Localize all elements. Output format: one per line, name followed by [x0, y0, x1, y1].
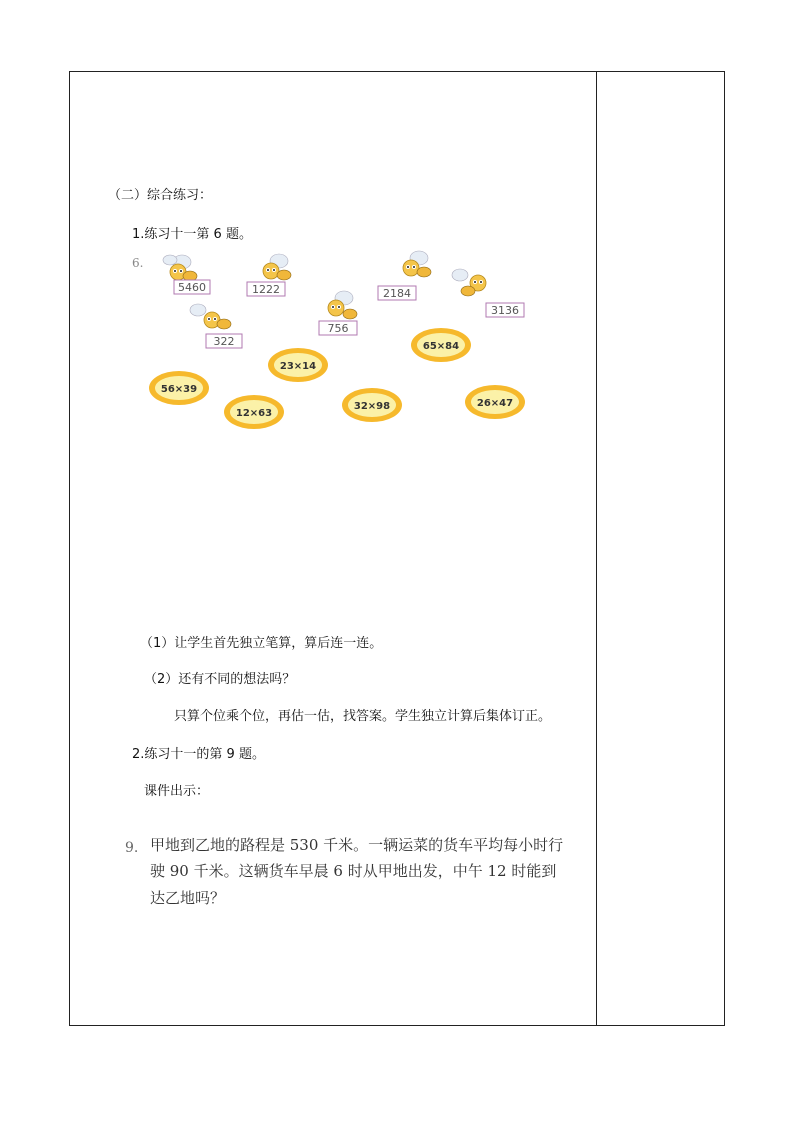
item1-title: 1.练习十一第 6 题。 — [132, 227, 252, 242]
answer-box-3136 — [486, 303, 524, 317]
table-column-divider — [596, 71, 597, 1026]
answer-3136: 3136 — [491, 304, 519, 317]
bee-flower-illustration — [130, 245, 530, 445]
flower-23x14 — [268, 348, 328, 382]
bee-4 — [452, 269, 486, 296]
expr-12x63: 12×63 — [235, 408, 273, 419]
exercise-number: 6. — [132, 256, 144, 270]
section-heading: （二）综合练习： — [108, 188, 213, 203]
bee-2 — [263, 254, 291, 280]
expr-32x98: 32×98 — [353, 401, 391, 412]
expr-56x39: 56×39 — [160, 384, 198, 395]
step-2: （2）还有不同的想法吗？ — [144, 672, 296, 687]
answer-1222: 1222 — [252, 283, 280, 296]
bee-6 — [328, 291, 357, 319]
answer-756: 756 — [327, 322, 349, 335]
question-9-line-3: 达乙地吗？ — [150, 889, 226, 907]
bee-5 — [190, 304, 231, 329]
expr-23x14: 23×14 — [279, 361, 317, 372]
answer-box-2184 — [378, 286, 416, 300]
flower-26x47 — [465, 385, 525, 419]
flower-12x63 — [224, 395, 284, 429]
step-1: （1）让学生首先独立笔算，算后连一连。 — [140, 636, 383, 651]
question-9-line-1: 甲地到乙地的路程是 530 千米。一辆运菜的货车平均每小时行 — [150, 836, 564, 854]
lesson-table — [69, 71, 725, 1026]
flower-32x98 — [342, 388, 402, 422]
answer-5460: 5460 — [178, 281, 206, 294]
answer-box-5460 — [174, 280, 210, 294]
courseware-label: 课件出示： — [144, 784, 210, 799]
bee-1 — [163, 255, 197, 281]
bee-3 — [403, 251, 431, 277]
flower-56x39 — [149, 371, 209, 405]
answer-box-1222 — [247, 282, 285, 296]
step-2-detail: 只算个位乘个位，再估一估，找答案。学生独立计算后集体订正。 — [174, 709, 552, 724]
expr-26x47: 26×47 — [476, 398, 514, 409]
expr-65x84: 65×84 — [422, 341, 460, 352]
answer-box-322 — [206, 334, 242, 348]
answer-box-756 — [319, 321, 357, 335]
answer-2184: 2184 — [383, 287, 411, 300]
question-9-number: 9. — [125, 840, 139, 856]
flower-65x84 — [411, 328, 471, 362]
answer-322: 322 — [213, 335, 235, 348]
question-9-line-2: 驶 90 千米。这辆货车早晨 6 时从甲地出发，中午 12 时能到 — [150, 862, 557, 880]
item2-title: 2.练习十一的第 9 题。 — [132, 747, 265, 762]
